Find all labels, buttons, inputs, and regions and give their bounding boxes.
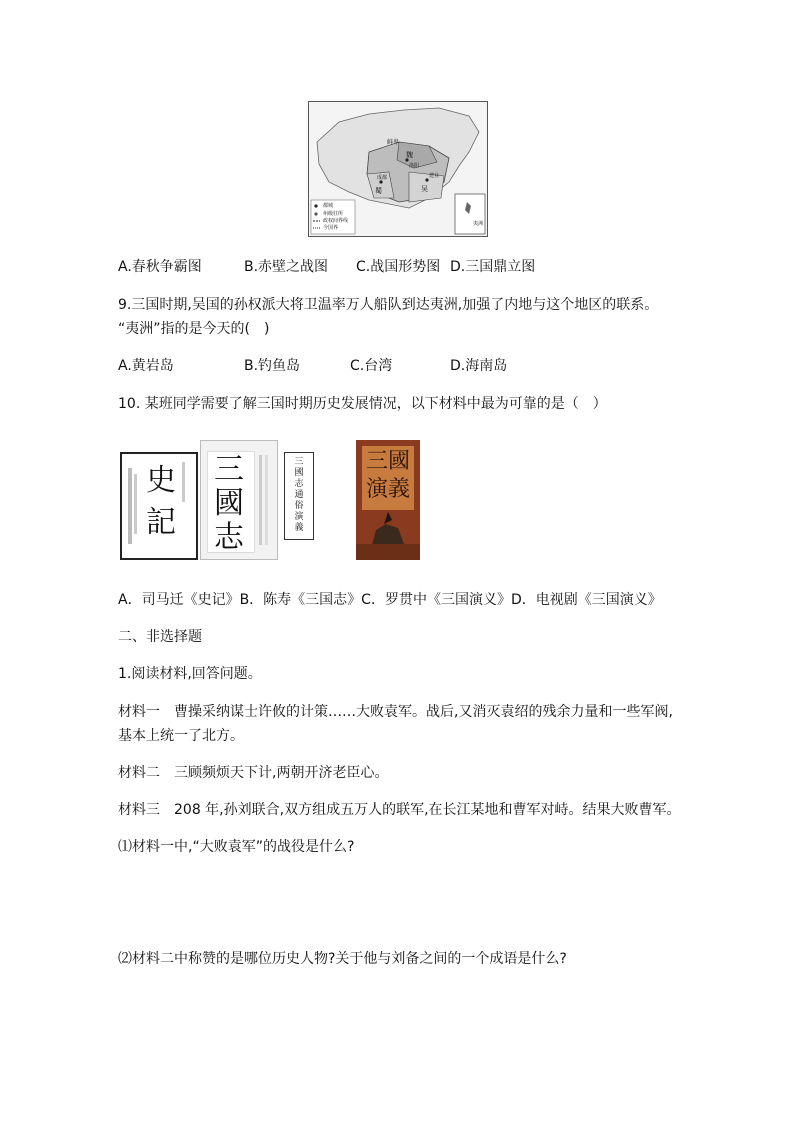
map-legend-item: 今国界: [323, 225, 339, 231]
sanguo-yanyi-old-cover-image: [284, 452, 314, 540]
q9-option-d[interactable]: D.海南岛: [450, 358, 508, 374]
q9-option-a[interactable]: A.黄岩岛: [118, 358, 174, 374]
map-label: 建业: [429, 173, 440, 179]
q10-stem: 10. 某班同学需要了解三国时期历史发展情况，以下材料中最为可靠的是（ ）: [118, 396, 607, 412]
material3: 材料三 208 年,孙刘联合,双方组成五万人的联军,在长江某地和曹军对峙。结果大败曹军。: [118, 802, 681, 818]
map-label: 洛阳: [409, 163, 420, 169]
material1-line2: 基本上统一了北方。: [118, 728, 244, 744]
q9-stem-line1: 9.三国时期,吴国的孙权派大将卫温率万人船队到达夷洲,加强了内地与这个地区的联系。: [118, 297, 659, 313]
q8-option-a[interactable]: A.春秋争霸图: [118, 259, 202, 275]
book1-title: 史記: [146, 463, 176, 540]
map-legend-item: 都城: [323, 203, 334, 209]
sanguozhi-cover-image: [200, 440, 278, 560]
map-label: 吴: [421, 185, 428, 193]
book2-title: 三國志: [214, 452, 244, 555]
tv-series-cover-image: [356, 440, 420, 560]
horseman-illustration: [356, 440, 420, 560]
material2: 材料二 三顾频烦天下计,两朝开济老臣心。: [118, 765, 389, 781]
map-legend-item: 政权间界线: [323, 218, 349, 224]
q1-stem: 1.阅读材料,回答问题。: [118, 666, 262, 682]
q8-option-c[interactable]: C.战国形势图: [356, 259, 441, 275]
map-legend-item: 州级驻所: [323, 211, 344, 217]
shiji-cover-image: [120, 452, 198, 560]
sub-question-2: ⑵材料二中称赞的是哪位历史人物?关于他与刘备之间的一个成语是什么?: [118, 951, 567, 967]
three-kingdoms-map: [308, 101, 488, 237]
section-heading: 二、非选择题: [118, 629, 202, 645]
q9-option-c[interactable]: C.台湾: [350, 358, 393, 374]
book4-title: 三國演義: [365, 449, 410, 502]
q8-option-d[interactable]: D.三国鼎立图: [450, 259, 536, 275]
q9-option-b[interactable]: B.钓鱼岛: [244, 358, 301, 374]
map-label: 夷洲: [473, 221, 484, 227]
sub-question-1: ⑴材料一中,“大败袁军”的战役是什么?: [118, 839, 355, 855]
q8-option-b[interactable]: B.赤壁之战图: [244, 259, 329, 275]
book3-title: 三國志通俗演義: [294, 457, 304, 533]
map-label: 魏: [406, 151, 413, 159]
map-label: 成都: [377, 175, 388, 181]
material1-line1: 材料一 曹操采纳谋士许攸的计策……大败袁军。战后,又消灭袁绍的残余力量和一些军阀,: [118, 704, 673, 720]
map-label: 鲜卑: [387, 139, 400, 146]
q9-stem-line2: “夷洲”指的是今天的( ): [118, 321, 270, 337]
map-label: 蜀: [375, 187, 382, 195]
q10-options-line: A．司马迁《史记》B．陈寿《三国志》C．罗贯中《三国演义》D．电视剧《三国演义》: [118, 592, 662, 608]
